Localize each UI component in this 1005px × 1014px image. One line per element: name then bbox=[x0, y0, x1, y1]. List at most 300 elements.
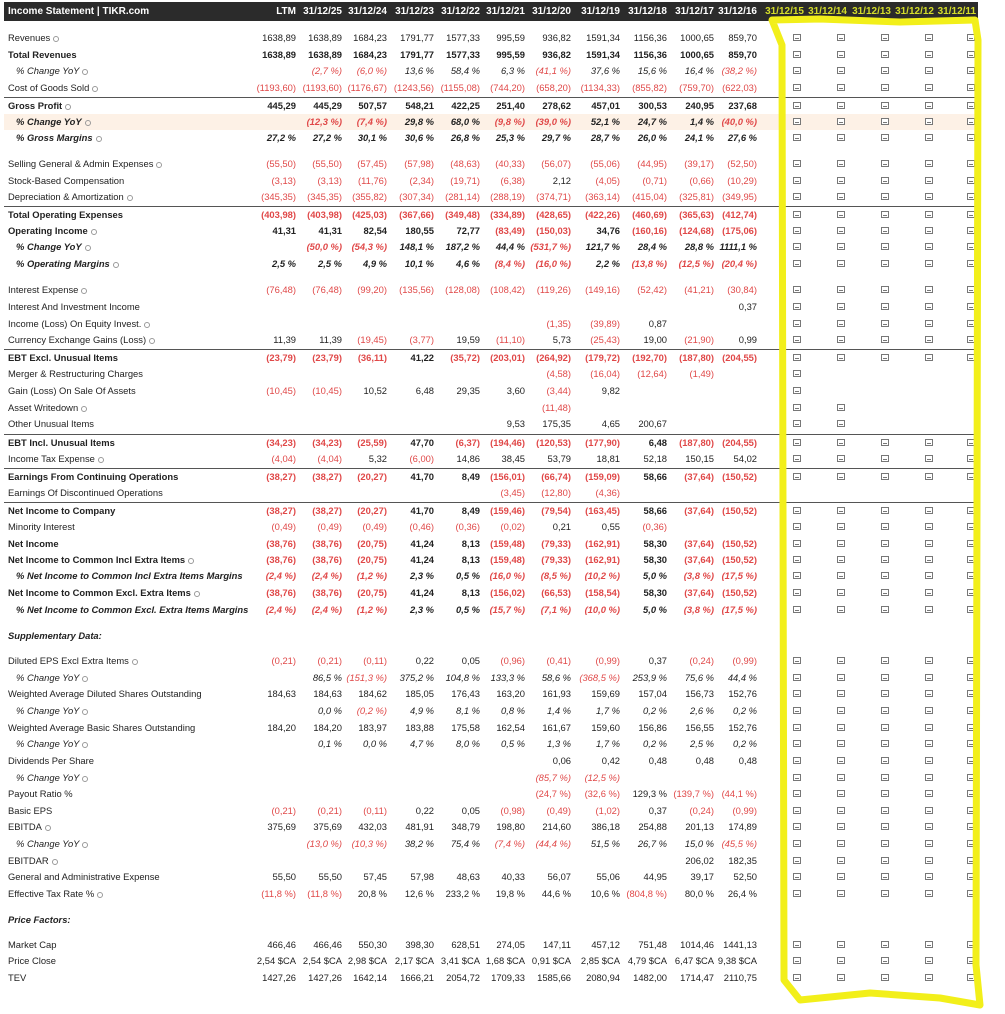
cell-value: (363,14) bbox=[585, 191, 620, 202]
cell-value: 183,97 bbox=[358, 722, 387, 733]
cell-value: 1427,26 bbox=[308, 972, 342, 983]
cell-value: (150,52) bbox=[722, 538, 757, 549]
cell-value: (0,36) bbox=[642, 521, 667, 532]
cell-value: 1684,23 bbox=[353, 32, 387, 43]
cell-value: 0,55 bbox=[601, 521, 620, 532]
cell-value: 214,60 bbox=[542, 821, 571, 832]
cell-value: 548,21 bbox=[405, 100, 434, 111]
cell-value: 0,2 % bbox=[643, 738, 667, 749]
cell-value: 1014,46 bbox=[680, 939, 714, 950]
row-label-text: % Change YoY bbox=[16, 838, 80, 849]
row-label-text: % Change YoY bbox=[16, 241, 82, 252]
cell-value: 184,62 bbox=[358, 688, 387, 699]
cell-value: 432,03 bbox=[358, 821, 387, 832]
cell-value: 6,48 bbox=[648, 437, 667, 448]
cell-value: 10,6 % bbox=[590, 888, 620, 899]
cell-value: 27,2 % bbox=[312, 132, 342, 143]
cell-value: 40,33 bbox=[501, 871, 525, 882]
cell-value: 1,68 $CA bbox=[485, 955, 525, 966]
column-header-31-12-23[interactable]: 31/12/23 bbox=[395, 6, 434, 17]
cell-value: (40,0 %) bbox=[721, 116, 757, 127]
row-label-text: Total Operating Expenses bbox=[8, 209, 123, 220]
cell-value: (177,90) bbox=[585, 437, 620, 448]
row-label-text: Cost of Goods Sold bbox=[8, 82, 90, 93]
cell-value: (11,48) bbox=[541, 402, 571, 413]
cell-value: (13,0 %) bbox=[306, 838, 342, 849]
cell-value: (428,65) bbox=[536, 209, 571, 220]
cell-value: 148,1 % bbox=[399, 241, 434, 252]
column-header-31-12-18[interactable]: 31/12/18 bbox=[628, 6, 667, 17]
cell-value: 156,73 bbox=[685, 688, 714, 699]
row-label-text: Earnings From Continuing Operations bbox=[8, 471, 179, 482]
cell-value: (57,98) bbox=[404, 158, 434, 169]
cell-value: 104,8 % bbox=[445, 672, 480, 683]
cell-value: (156,01) bbox=[490, 471, 525, 482]
cell-value: (0,11) bbox=[363, 805, 387, 816]
cell-value: (20,75) bbox=[357, 587, 387, 598]
cell-value: (368,5 %) bbox=[579, 672, 620, 683]
cell-value: 2054,72 bbox=[446, 972, 480, 983]
cell-value: 348,79 bbox=[451, 821, 480, 832]
cell-value: (11,8 %) bbox=[261, 888, 296, 899]
cell-value: (11,10) bbox=[495, 334, 525, 345]
cell-value: 44,4 % bbox=[727, 672, 757, 683]
cell-value: (0,49) bbox=[362, 521, 387, 532]
cell-value: 457,12 bbox=[591, 939, 620, 950]
cell-value: (149,16) bbox=[585, 284, 620, 295]
cell-value: (39,0 %) bbox=[535, 116, 571, 127]
cell-value: (7,4 %) bbox=[494, 838, 525, 849]
cell-value: 1000,65 bbox=[680, 49, 714, 60]
cell-value: (374,71) bbox=[536, 191, 571, 202]
cell-value: 41,31 bbox=[272, 225, 296, 236]
cell-value: 466,46 bbox=[267, 939, 296, 950]
cell-value: 175,58 bbox=[451, 722, 480, 733]
cell-value: 58,6 % bbox=[541, 672, 571, 683]
cell-value: 161,93 bbox=[542, 688, 571, 699]
cell-value: 550,30 bbox=[358, 939, 387, 950]
column-header-31-12-20[interactable]: 31/12/20 bbox=[532, 6, 571, 17]
row-label-text: % Operating Margins bbox=[16, 258, 110, 269]
cell-value: 58,30 bbox=[643, 554, 667, 565]
cell-value: 251,40 bbox=[496, 100, 525, 111]
cell-value: (187,80) bbox=[679, 352, 714, 363]
cell-value: (179,72) bbox=[585, 352, 620, 363]
cell-value: 445,29 bbox=[267, 100, 296, 111]
cell-value: 3,41 $CA bbox=[440, 955, 480, 966]
row-label-text: Net Income bbox=[8, 538, 59, 549]
cell-value: 198,80 bbox=[496, 821, 525, 832]
cell-value: (531,7 %) bbox=[530, 241, 571, 252]
highlight-stroke bbox=[772, 19, 980, 1005]
cell-value: (57,45) bbox=[357, 158, 387, 169]
cell-value: (38,76) bbox=[266, 554, 296, 565]
cell-value: (11,76) bbox=[357, 175, 387, 186]
cell-value: (10,2 %) bbox=[584, 570, 620, 581]
cell-value: (415,04) bbox=[632, 191, 667, 202]
column-header-31-12-22[interactable]: 31/12/22 bbox=[441, 6, 480, 17]
cell-value: 1666,21 bbox=[400, 972, 434, 983]
column-header-ltm[interactable]: LTM bbox=[276, 6, 296, 17]
cell-value: (45,5 %) bbox=[721, 838, 757, 849]
cell-value: 0,48 bbox=[695, 755, 714, 766]
cell-value: 936,82 bbox=[542, 49, 571, 60]
column-header-31-12-13[interactable]: 31/12/13 bbox=[852, 6, 891, 17]
column-header-31-12-12[interactable]: 31/12/12 bbox=[895, 6, 934, 17]
cell-value: (7,1 %) bbox=[540, 604, 571, 615]
cell-value: (16,04) bbox=[590, 368, 620, 379]
cell-value: (35,72) bbox=[450, 352, 480, 363]
cell-value: 25,3 % bbox=[495, 132, 525, 143]
cell-value: 184,20 bbox=[313, 722, 342, 733]
cell-value: (25,43) bbox=[590, 334, 620, 345]
cell-value: 4,65 bbox=[601, 418, 620, 429]
cell-value: (34,23) bbox=[266, 437, 296, 448]
row-label-text: % Change YoY bbox=[16, 116, 82, 127]
cell-value: 174,89 bbox=[728, 821, 757, 832]
cell-value: (460,69) bbox=[632, 209, 667, 220]
cell-value: (6,38) bbox=[500, 175, 525, 186]
cell-value: 0,2 % bbox=[733, 738, 757, 749]
cell-value: 28,7 % bbox=[590, 132, 620, 143]
cell-value: 751,48 bbox=[638, 939, 667, 950]
cell-value: 133,3 % bbox=[490, 672, 525, 683]
row-label-text: General and Administrative Expense bbox=[8, 871, 160, 882]
cell-value: 5,32 bbox=[368, 453, 387, 464]
cell-value: 2,54 $CA bbox=[302, 955, 342, 966]
cell-value: 10,1 % bbox=[404, 258, 434, 269]
cell-value: 0,5 % bbox=[456, 604, 480, 615]
cell-value: (204,55) bbox=[722, 437, 757, 448]
cell-value: (4,05) bbox=[595, 175, 620, 186]
cell-value: 4,7 % bbox=[410, 738, 434, 749]
cell-value: 481,91 bbox=[405, 821, 434, 832]
cell-value: (10,45) bbox=[266, 385, 296, 396]
cell-value: (6,0 %) bbox=[356, 65, 387, 76]
cell-value: (56,07) bbox=[541, 158, 571, 169]
row-label-text: Weighted Average Basic Shares Outstanding bbox=[8, 722, 196, 733]
row-label-text: Total Revenues bbox=[8, 49, 77, 60]
cell-value: 1638,89 bbox=[308, 32, 342, 43]
cell-value: (0,24) bbox=[689, 655, 714, 666]
cell-value: 26,8 % bbox=[450, 132, 480, 143]
cell-value: 41,22 bbox=[410, 352, 434, 363]
cell-value: (41,1 %) bbox=[535, 65, 571, 76]
cell-value: 0,5 % bbox=[456, 570, 480, 581]
cell-value: 859,70 bbox=[728, 49, 757, 60]
cell-value: 184,63 bbox=[313, 688, 342, 699]
cell-value: (66,74) bbox=[541, 471, 571, 482]
cell-value: 2,85 $CA bbox=[580, 955, 620, 966]
cell-value: 8,1 % bbox=[456, 705, 480, 716]
cell-value: (325,81) bbox=[679, 191, 714, 202]
cell-value: (3,8 %) bbox=[683, 604, 714, 615]
cell-value: 15,0 % bbox=[684, 838, 714, 849]
cell-value: (23,79) bbox=[312, 352, 342, 363]
cell-value: (20,27) bbox=[357, 471, 387, 482]
cell-value: (0,66) bbox=[689, 175, 714, 186]
row-label-text: Effective Tax Rate % bbox=[8, 888, 95, 899]
cell-value: (759,70) bbox=[679, 82, 714, 93]
cell-value: 1638,89 bbox=[308, 49, 342, 60]
cell-value: (50,0 %) bbox=[306, 241, 342, 252]
cell-value: 187,2 % bbox=[445, 241, 480, 252]
cell-value: 129,3 % bbox=[632, 788, 667, 799]
cell-value: 1684,23 bbox=[353, 49, 387, 60]
cell-value: 2110,75 bbox=[723, 972, 757, 983]
cell-value: 9,38 $CA bbox=[717, 955, 757, 966]
column-header-31-12-21[interactable]: 31/12/21 bbox=[486, 6, 525, 17]
cell-value: 19,00 bbox=[643, 334, 667, 345]
cell-value: (12,5 %) bbox=[584, 772, 620, 783]
cell-value: (128,08) bbox=[445, 284, 480, 295]
cell-value: 27,6 % bbox=[727, 132, 757, 143]
cell-value: 159,60 bbox=[591, 722, 620, 733]
column-header-31-12-19[interactable]: 31/12/19 bbox=[581, 6, 620, 17]
cell-value: 1,7 % bbox=[596, 738, 620, 749]
cell-value: 936,82 bbox=[542, 32, 571, 43]
row-label-text: % Change YoY bbox=[16, 772, 80, 783]
cell-value: 0,99 bbox=[738, 334, 757, 345]
cell-value: (38,27) bbox=[266, 471, 296, 482]
cell-value: (1,2 %) bbox=[356, 604, 387, 615]
column-header-31-12-24[interactable]: 31/12/24 bbox=[348, 6, 387, 17]
cell-value: 0,37 bbox=[738, 301, 757, 312]
cell-value: 1638,89 bbox=[262, 32, 296, 43]
row-label-text: % Gross Margins bbox=[16, 132, 93, 143]
cell-value: (0,21) bbox=[271, 655, 296, 666]
cell-value: 6,48 bbox=[415, 385, 434, 396]
cell-value: (1176,67) bbox=[347, 82, 387, 93]
cell-value: (1134,33) bbox=[580, 82, 620, 93]
row-label-text: Merger & Restructuring Charges bbox=[8, 368, 143, 379]
cell-value: 8,13 bbox=[461, 538, 480, 549]
cell-value: 0,22 bbox=[415, 805, 434, 816]
row-label-text: Operating Income bbox=[8, 225, 88, 236]
cell-value: 1,3 % bbox=[547, 738, 571, 749]
cell-value: 1577,33 bbox=[446, 32, 480, 43]
cell-value: 26,7 % bbox=[637, 838, 667, 849]
cell-value: 274,05 bbox=[496, 939, 525, 950]
cell-value: (38,76) bbox=[312, 538, 342, 549]
cell-value: 2,2 % bbox=[596, 258, 620, 269]
column-header-31-12-11[interactable]: 31/12/11 bbox=[937, 6, 976, 17]
cell-value: (0,98) bbox=[500, 805, 525, 816]
cell-value: (37,64) bbox=[684, 538, 714, 549]
cell-value: 24,7 % bbox=[637, 116, 667, 127]
cell-value: 2,54 $CA bbox=[256, 955, 296, 966]
cell-value: 75,6 % bbox=[684, 672, 714, 683]
cell-value: 82,54 bbox=[363, 225, 387, 236]
cell-value: 0,87 bbox=[648, 318, 667, 329]
cell-value: 1791,77 bbox=[400, 32, 434, 43]
row-label-text: Income Tax Expense bbox=[8, 453, 95, 464]
cell-value: 34,76 bbox=[596, 225, 620, 236]
cell-value: 1714,47 bbox=[680, 972, 714, 983]
column-header-31-12-16[interactable]: 31/12/16 bbox=[718, 6, 757, 17]
cell-value: (150,52) bbox=[722, 587, 757, 598]
cell-value: (15,7 %) bbox=[489, 604, 525, 615]
cell-value: (345,35) bbox=[261, 191, 296, 202]
cell-value: 182,35 bbox=[728, 855, 757, 866]
cell-value: (367,66) bbox=[399, 209, 434, 220]
cell-value: (0,11) bbox=[363, 655, 387, 666]
cell-value: 0,37 bbox=[648, 805, 667, 816]
cell-value: (79,33) bbox=[541, 538, 571, 549]
cell-value: (12,3 %) bbox=[306, 116, 342, 127]
cell-value: 1156,36 bbox=[633, 32, 667, 43]
cell-value: (10,0 %) bbox=[584, 604, 620, 615]
cell-value: 75,4 % bbox=[450, 838, 480, 849]
cell-value: 9,82 bbox=[601, 385, 620, 396]
cell-value: 4,79 $CA bbox=[627, 955, 667, 966]
cell-value: 0,21 bbox=[552, 521, 571, 532]
cell-value: 2,3 % bbox=[410, 604, 434, 615]
cell-value: (159,48) bbox=[490, 538, 525, 549]
column-header-31-12-25[interactable]: 31/12/25 bbox=[303, 6, 342, 17]
cell-value: 10,52 bbox=[363, 385, 387, 396]
cell-value: 185,05 bbox=[405, 688, 434, 699]
cell-value: 147,11 bbox=[543, 939, 571, 950]
cell-value: (38,76) bbox=[312, 587, 342, 598]
cell-value: (79,33) bbox=[541, 554, 571, 565]
cell-value: (3,77) bbox=[409, 334, 434, 345]
cell-value: 6,3 % bbox=[501, 65, 525, 76]
cell-value: 0,05 bbox=[461, 655, 480, 666]
row-label-text: Dividends Per Share bbox=[8, 755, 94, 766]
cell-value: (12,64) bbox=[637, 368, 667, 379]
cell-value: (44,1 %) bbox=[721, 788, 757, 799]
cell-value: (85,7 %) bbox=[535, 772, 571, 783]
cell-value: (20,75) bbox=[357, 538, 387, 549]
cell-value: 54,02 bbox=[733, 453, 757, 464]
cell-value: (9,8 %) bbox=[494, 116, 525, 127]
cell-value: (12,5 %) bbox=[678, 258, 714, 269]
cell-value: 206,02 bbox=[685, 855, 714, 866]
cell-value: 0,37 bbox=[648, 655, 667, 666]
cell-value: 2080,94 bbox=[586, 972, 620, 983]
cell-value: (159,48) bbox=[490, 554, 525, 565]
cell-value: 1709,33 bbox=[491, 972, 525, 983]
row-label-text: Weighted Average Diluted Shares Outstanding bbox=[8, 688, 202, 699]
page-title: Income Statement | TIKR.com bbox=[8, 6, 150, 17]
cell-value: (0,21) bbox=[271, 805, 296, 816]
cell-value: (7,4 %) bbox=[356, 116, 387, 127]
cell-value: 44,95 bbox=[643, 871, 667, 882]
cell-value: 0,2 % bbox=[733, 705, 757, 716]
row-label-text: % Change YoY bbox=[16, 738, 80, 749]
cell-value: 1,7 % bbox=[596, 705, 620, 716]
cell-value: 2,98 $CA bbox=[347, 955, 387, 966]
row-label-text: Other Unusual Items bbox=[8, 418, 94, 429]
cell-value: (150,03) bbox=[536, 225, 571, 236]
cell-value: 183,88 bbox=[405, 722, 434, 733]
cell-value: 8,13 bbox=[461, 587, 480, 598]
cell-value: 5,0 % bbox=[643, 570, 667, 581]
cell-value: (139,7 %) bbox=[673, 788, 714, 799]
cell-value: (16,0 %) bbox=[535, 258, 571, 269]
cell-value: 201,13 bbox=[685, 821, 714, 832]
cell-value: 29,7 % bbox=[541, 132, 571, 143]
row-label-text: EBT Incl. Unusual Items bbox=[8, 437, 115, 448]
cell-value: (2,34) bbox=[409, 175, 434, 186]
cell-value: 152,76 bbox=[728, 688, 757, 699]
cell-value: 175,35 bbox=[542, 418, 571, 429]
cell-value: (0,36) bbox=[455, 521, 480, 532]
cell-value: (403,98) bbox=[307, 209, 342, 220]
cell-value: 3,60 bbox=[506, 385, 525, 396]
cell-value: (187,80) bbox=[679, 437, 714, 448]
cell-value: 41,31 bbox=[318, 225, 342, 236]
cell-value: 0,0 % bbox=[363, 738, 387, 749]
cell-value: 0,91 $CA bbox=[531, 955, 571, 966]
column-header-31-12-14[interactable]: 31/12/14 bbox=[808, 6, 847, 17]
cell-value: 1000,65 bbox=[680, 32, 714, 43]
cell-value: (38,76) bbox=[312, 554, 342, 565]
cell-value: (48,63) bbox=[450, 158, 480, 169]
cell-value: 30,6 % bbox=[404, 132, 434, 143]
cell-value: (204,55) bbox=[722, 352, 757, 363]
row-label-text: EBITDA bbox=[8, 821, 42, 832]
row-label-text: Price Close bbox=[8, 955, 56, 966]
cell-value: 72,77 bbox=[456, 225, 480, 236]
cell-value: (3,45) bbox=[500, 487, 525, 498]
cell-value: (3,8 %) bbox=[683, 570, 714, 581]
cell-value: (0,02) bbox=[500, 521, 525, 532]
cell-value: 55,50 bbox=[272, 871, 296, 882]
cell-value: (4,04) bbox=[271, 453, 296, 464]
cell-value: 2,17 $CA bbox=[394, 955, 434, 966]
cell-value: 37,6 % bbox=[590, 65, 620, 76]
cell-value: (38,2 %) bbox=[721, 65, 757, 76]
cell-value: (20,4 %) bbox=[721, 258, 757, 269]
cell-value: (99,20) bbox=[357, 284, 387, 295]
cell-value: 995,59 bbox=[496, 32, 525, 43]
cell-value: 8,49 bbox=[461, 505, 480, 516]
cell-value: 1591,34 bbox=[586, 49, 620, 60]
cell-value: (4,04) bbox=[317, 453, 342, 464]
row-label-text: Payout Ratio % bbox=[8, 788, 73, 799]
column-header-31-12-15[interactable]: 31/12/15 bbox=[765, 6, 804, 17]
row-label-text: Income (Loss) On Equity Invest. bbox=[8, 318, 142, 329]
cell-value: 30,1 % bbox=[357, 132, 387, 143]
cell-value: 13,6 % bbox=[404, 65, 434, 76]
cell-value: 150,15 bbox=[685, 453, 714, 464]
cell-value: 1,4 % bbox=[690, 116, 714, 127]
cell-value: (37,64) bbox=[684, 587, 714, 598]
cell-value: (2,4 %) bbox=[265, 570, 296, 581]
cell-value: 52,18 bbox=[643, 453, 667, 464]
cell-value: (12,80) bbox=[541, 487, 571, 498]
cell-value: (0,99) bbox=[732, 805, 757, 816]
cell-value: 29,8 % bbox=[404, 116, 434, 127]
cell-value: (39,17) bbox=[684, 158, 714, 169]
cell-value: (0,71) bbox=[642, 175, 667, 186]
cell-value: 41,70 bbox=[410, 471, 434, 482]
cell-value: 1111,1 % bbox=[719, 241, 757, 252]
cell-value: 184,63 bbox=[267, 688, 296, 699]
cell-value: 0,8 % bbox=[501, 705, 525, 716]
cell-value: 58,30 bbox=[643, 538, 667, 549]
column-header-31-12-17[interactable]: 31/12/17 bbox=[675, 6, 714, 17]
cell-value: 159,69 bbox=[591, 688, 620, 699]
cell-value: (425,03) bbox=[352, 209, 387, 220]
cell-value: (52,50) bbox=[727, 158, 757, 169]
cell-value: (804,8 %) bbox=[626, 888, 667, 899]
cell-value: (307,34) bbox=[399, 191, 434, 202]
cell-value: (19,71) bbox=[450, 175, 480, 186]
cell-value: (37,64) bbox=[684, 471, 714, 482]
